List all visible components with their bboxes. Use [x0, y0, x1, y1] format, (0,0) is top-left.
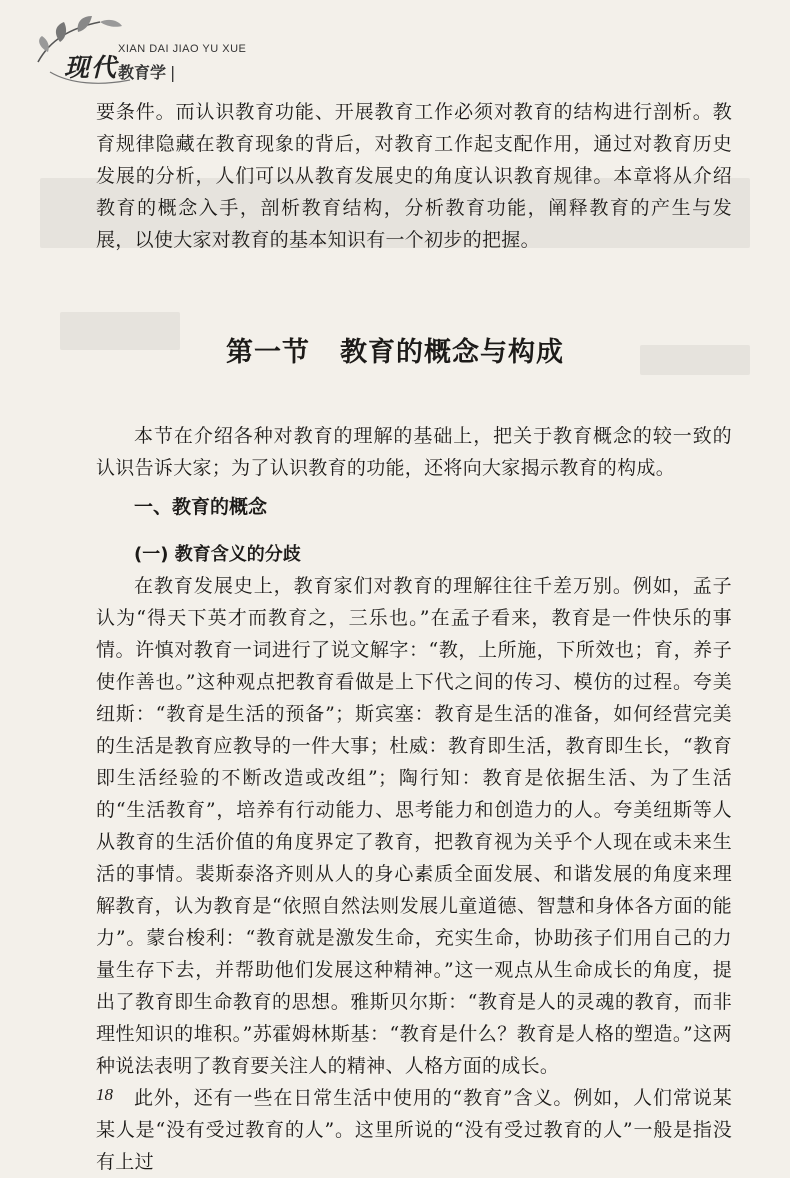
subsection-heading: 一、教育的概念	[134, 496, 268, 518]
series-pinyin: XIAN DAI JIAO YU XUE	[118, 43, 247, 55]
section-number: 第一节	[226, 337, 310, 368]
series-logo: 现代	[64, 53, 119, 82]
section-lead: 本节在介绍各种对教育的理解的基础上，把关于教育概念的较一致的认识告诉大家；为了认识教育的功能，还将向大家揭示教育的构成。	[96, 425, 732, 479]
book-title	[118, 60, 175, 83]
body-paragraph: 在教育发展史上，教育家们对教育的理解往往千差万别。例如，孟子认为“得天下英才而教育之，三乐也。”在孟子看来，教育是一件快乐的事情。许慎对教育一词进行了说文解字：“教，上所施，下所效也；育，养子使作善也。”这种观点把教育看做是上下代之间的传习、模仿的过程。夸美纽斯：“教育是生活的预备”；斯宾塞：教育是生活的准备，如何经营完美的生活是教育应教导的一件大事；杜威：教育即生活，教育即生长，“教育即生活经验的不断改造或改组”；陶行知：教育是依据生活、为了生活的“生活教育”，培养有行动能力、思考能力和创造力的人。夸美纽斯等人从教育的生活价值的角度界定了教育，把教育视为关乎个人现在或未来生活的事情。裴斯泰洛齐则从人的身心素质全面发展、和谐发展的角度来理解教育，认为教育是“依照自然法则发展儿童道德、智慧和身体各方面的能力”。蒙台梭利：“教育就是激发生命，充实生命，协助孩子们用自己的力量生存下去，并帮助他们发展这种精神。”这一观点从生命成长的角度，提出了教育即生命教育的思想。雅斯贝尔斯：“教育是人的灵魂的教育，而非理性知识的堆积。”苏霍姆林斯基：“教育是什么？教育是人格的塑造。”这两种说法表明了教育要关注人的精神、人格方面的成长。	[96, 575, 732, 1077]
section-heading	[0, 330, 790, 369]
subsubsection-heading: (一) 教育含义的分歧	[134, 544, 301, 565]
intro-paragraph: 要条件。而认识教育功能、开展教育工作必须对教育的结构进行剖析。教育规律隐藏在教育现象的背后，对教育工作起支配作用，通过对教育历史发展的分析，人们可以从教育发展史的角度认识教育规律。本章将从介绍教育的概念入手，剖析教育结构，分析教育功能，阐释教育的产生与发展，以使大家对教育的基本知识有一个初步的把握。	[96, 101, 732, 251]
body-paragraph: 此外，还有一些在日常生活中使用的“教育”含义。例如，人们常说某某人是“没有受过教育的人”。这里所说的“没有受过教育的人”一般是指没有上过	[96, 1087, 732, 1173]
page-number: 18	[96, 1085, 113, 1104]
intro-paragraph-block	[96, 96, 732, 256]
section-lead-block	[96, 420, 732, 484]
book-title-text: 教育学	[118, 63, 167, 82]
section-title: 教育的概念与构成	[340, 337, 564, 368]
main-text-block	[96, 570, 732, 1178]
header-separator: |	[170, 63, 176, 82]
running-header	[30, 10, 290, 90]
